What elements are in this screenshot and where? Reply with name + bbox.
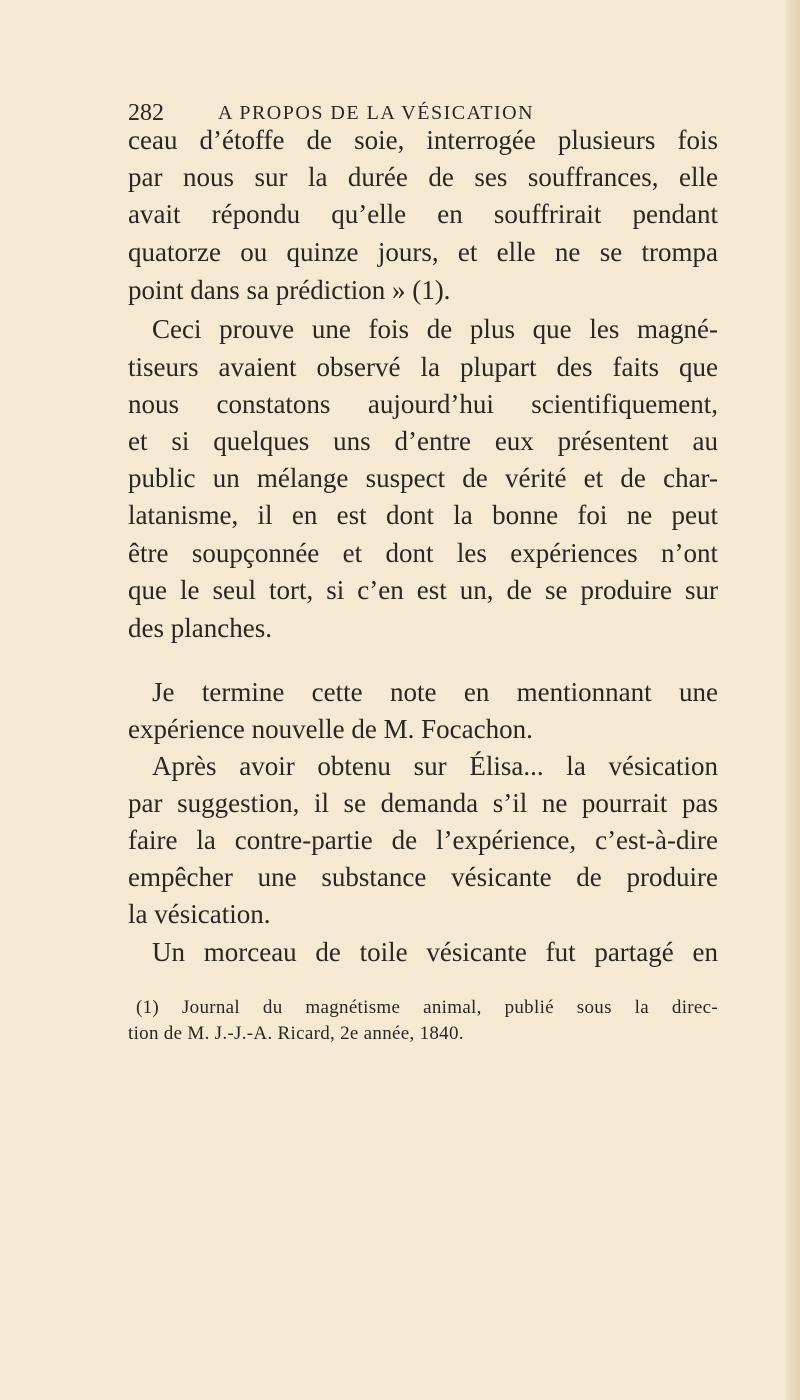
- body-line: point dans sa prédiction » (1).: [128, 275, 451, 305]
- body-line: être soupçonnée et dont les expériences n’ont: [128, 538, 718, 568]
- footnote-line: tion de M. J.-J.-A. Ricard, 2e année, 1840.: [128, 1023, 464, 1044]
- body-line: et si quelques uns d’entre eux présentent au: [128, 426, 718, 456]
- body-line: empêcher une substance vésicante de produire: [128, 862, 718, 892]
- body-line: la vésication.: [128, 899, 271, 929]
- page-number: 282: [128, 100, 164, 126]
- body-line: que le seul tort, si c’en est un, de se produire sur: [128, 575, 718, 605]
- body-line: ceau d’étoffe de soie, interrogée plusieurs fois: [128, 125, 718, 155]
- body-line: Je termine cette note en mentionnant une: [152, 677, 718, 707]
- body-line: par suggestion, il se demanda s’il ne pourrait pas: [128, 788, 718, 818]
- running-title: A PROPOS DE LA VÉSICATION: [218, 102, 535, 124]
- body-line: public un mélange suspect de vérité et de char-: [128, 463, 718, 493]
- body-line: des planches.: [128, 613, 272, 643]
- body-line: Ceci prouve une fois de plus que les magné-: [152, 314, 718, 344]
- body-line: faire la contre-partie de l’expérience, c’est-à-dire: [128, 825, 718, 855]
- footnote-line: (1) Journal du magnétisme animal, publié sous la direc-: [136, 997, 718, 1018]
- body-line: latanisme, il en est dont la bonne foi ne peut: [128, 500, 718, 530]
- body-line: nous constatons aujourd’hui scientifiquement,: [128, 389, 718, 419]
- body-line: expérience nouvelle de M. Focachon.: [128, 714, 533, 744]
- body-line: tiseurs avaient observé la plupart des faits que: [128, 352, 718, 382]
- body-line: Un morceau de toile vésicante fut partagé en: [152, 937, 718, 967]
- body-line: avait répondu qu’elle en souffrirait pendant: [128, 199, 718, 229]
- body-line: quatorze ou quinze jours, et elle ne se trompa: [128, 237, 718, 267]
- body-line: par nous sur la durée de ses souffrances, elle: [128, 162, 718, 192]
- body-line: Après avoir obtenu sur Élisa... la vésication: [152, 751, 718, 781]
- page-edge-shadow: [786, 0, 800, 1400]
